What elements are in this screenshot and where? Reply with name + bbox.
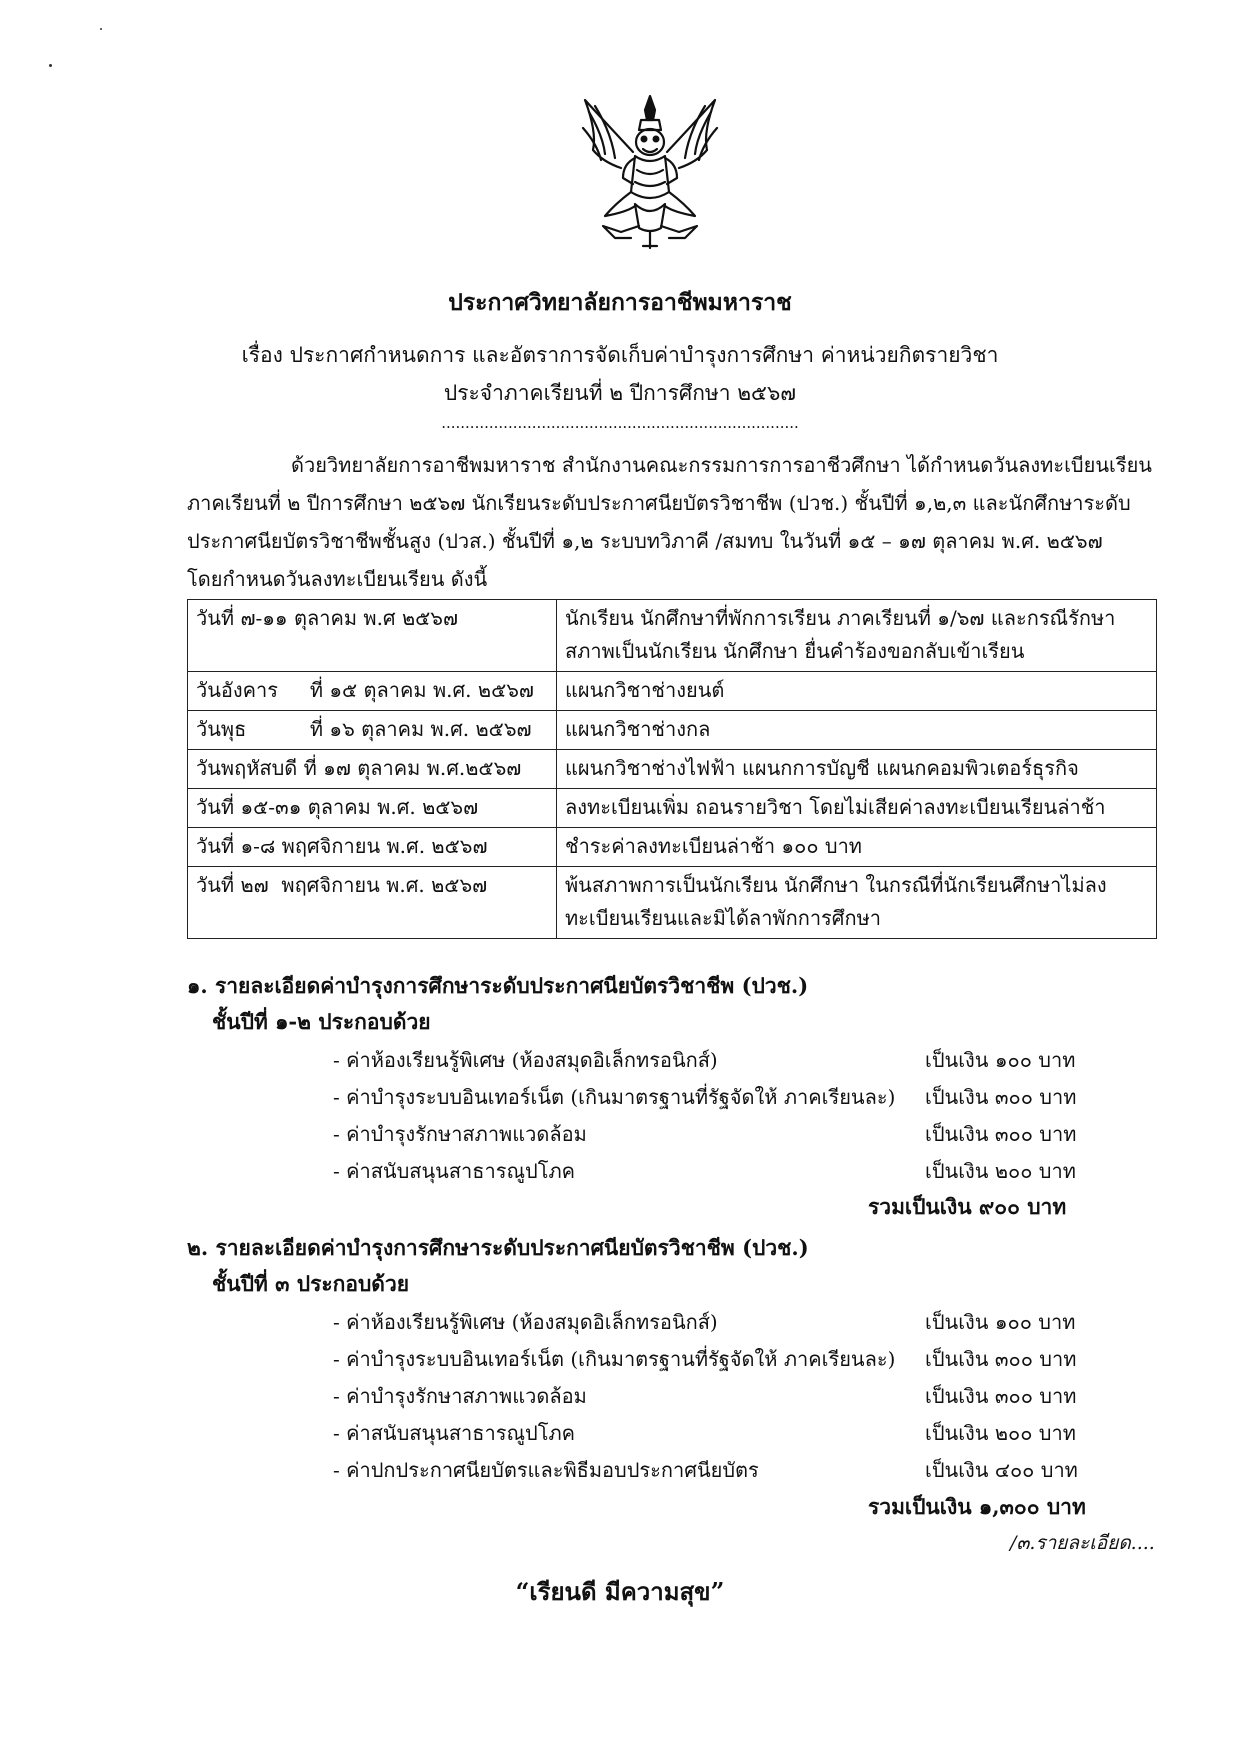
- scan-speck: [100, 28, 102, 30]
- schedule-date: วันอังคาร ที่ ๑๕ ตุลาคม พ.ศ. ๒๕๖๗: [188, 672, 557, 711]
- table-row: [188, 789, 1157, 828]
- table-row: [188, 600, 1157, 672]
- table-row: [188, 672, 1157, 711]
- fee-description: - ค่าบำรุงระบบอินเทอร์เน็ต (เกินมาตรฐานที่รัฐจัดให้ ภาคเรียนละ): [333, 1347, 896, 1371]
- intro-line: โดยกำหนดวันลงทะเบียนเรียน ดังนี้: [187, 567, 488, 591]
- section2-subheading: ชั้นปีที่ ๓ ประกอบด้วย: [212, 1271, 410, 1296]
- table-row: [188, 750, 1157, 789]
- table-row: [188, 867, 1157, 939]
- schedule-date: วันพุธ ที่ ๑๖ ตุลาคม พ.ศ. ๒๕๖๗: [188, 711, 557, 750]
- fee-amount: เป็นเงิน ๔๐๐ บาท: [925, 1458, 1078, 1482]
- fee-item: [0, 1081, 1240, 1117]
- schedule-detail: ลงทะเบียนเพิ่ม ถอนรายวิชา โดยไม่เสียค่าลงทะเบียนเรียนล่าช้า: [557, 789, 1157, 828]
- section1-heading: ๑. รายละเอียดค่าบำรุงการศึกษาระดับประกาศนียบัตรวิชาชีพ (ปวช.): [187, 973, 809, 998]
- fee-item: [0, 1343, 1240, 1379]
- announcement-term: ประจำภาคเรียนที่ ๒ ปีการศึกษา ๒๕๖๗: [443, 381, 797, 405]
- table-row: [188, 711, 1157, 750]
- fee-amount: เป็นเงิน ๓๐๐ บาท: [925, 1347, 1077, 1371]
- fee-item: [0, 1118, 1240, 1154]
- intro-line: ภาคเรียนที่ ๒ ปีการศึกษา ๒๕๖๗ นักเรียนระดับประกาศนียบัตรวิชาชีพ (ปวช.) ชั้นปีที่ ๑,๒,๓ และนักศึกษาระดับ: [187, 491, 1131, 515]
- fee-item: [0, 1380, 1240, 1416]
- fee-amount: เป็นเงิน ๒๐๐ บาท: [925, 1421, 1076, 1445]
- total-amount: รวมเป็นเงิน ๙๐๐ บาท: [868, 1194, 1067, 1219]
- section2-heading: ๒. รายละเอียดค่าบำรุงการศึกษาระดับประกาศนียบัตรวิชาชีพ (ปวช.): [187, 1235, 809, 1260]
- announcement-subject: เรื่อง ประกาศกำหนดการ และอัตราการจัดเก็บค่าบำรุงการศึกษา ค่าหน่วยกิตรายวิชา: [241, 343, 999, 367]
- schedule-detail: แผนกวิชาช่างยนต์: [557, 672, 1157, 711]
- fee-item: [0, 1417, 1240, 1453]
- table-row: [188, 828, 1157, 867]
- schedule-detail: ชำระค่าลงทะเบียนล่าช้า ๑๐๐ บาท: [557, 828, 1157, 867]
- fee-description: - ค่าบำรุงระบบอินเทอร์เน็ต (เกินมาตรฐานที่รัฐจัดให้ ภาคเรียนละ): [333, 1085, 896, 1109]
- total-amount: รวมเป็นเงิน ๑,๓๐๐ บาท: [868, 1494, 1086, 1519]
- schedule-detail: แผนกวิชาช่างไฟฟ้า แผนกการบัญชี แผนกคอมพิวเตอร์ธุรกิจ: [557, 750, 1157, 789]
- scan-speck: [49, 64, 52, 67]
- intro-line: ด้วยวิทยาลัยการอาชีพมหาราช สำนักงานคณะกรรมการการอาชีวศึกษา ได้กำหนดวันลงทะเบียนเรียน: [291, 453, 1152, 477]
- continuation-note: /๓.รายละเอียด....: [1010, 1532, 1155, 1554]
- college-motto: “เรียนดี มีความสุข”: [515, 1577, 725, 1606]
- page-title: ประกาศวิทยาลัยการอาชีพมหาราช: [448, 289, 792, 316]
- fee-description: - ค่าห้องเรียนรู้พิเศษ (ห้องสมุดอิเล็กทรอนิกส์): [333, 1310, 718, 1334]
- fee-description: - ค่าห้องเรียนรู้พิเศษ (ห้องสมุดอิเล็กทรอนิกส์): [333, 1048, 718, 1072]
- schedule-date: วันที่ ๑-๘ พฤศจิกายน พ.ศ. ๒๕๖๗: [188, 828, 557, 867]
- section1-subheading: ชั้นปีที่ ๑-๒ ประกอบด้วย: [212, 1009, 431, 1034]
- fee-amount: เป็นเงิน ๓๐๐ บาท: [925, 1384, 1077, 1408]
- fee-description: - ค่าปกประกาศนียบัตรและพิธีมอบประกาศนียบัตร: [333, 1458, 759, 1482]
- fee-item: [0, 1044, 1240, 1080]
- fee-amount: เป็นเงิน ๓๐๐ บาท: [925, 1122, 1077, 1146]
- garuda-emblem-icon: [575, 92, 725, 252]
- schedule-date: วันที่ ๒๗ พฤศจิกายน พ.ศ. ๒๕๖๗: [188, 867, 557, 939]
- schedule-detail: นักเรียน นักศึกษาที่พักการเรียน ภาคเรียนที่ ๑/๖๗ และกรณีรักษาสภาพเป็นนักเรียน นักศึกษา ยื่นคำร้องขอกลับเข้าเรียน: [557, 600, 1157, 672]
- fee-description: - ค่าบำรุงรักษาสภาพแวดล้อม: [333, 1384, 587, 1408]
- fee-amount: เป็นเงิน ๓๐๐ บาท: [925, 1085, 1077, 1109]
- schedule-date: วันที่ ๗-๑๑ ตุลาคม พ.ศ ๒๕๖๗: [188, 600, 557, 672]
- separator-dots: ...........................................................................: [441, 414, 799, 432]
- fee-description: - ค่าบำรุงรักษาสภาพแวดล้อม: [333, 1122, 587, 1146]
- schedule-date: วันที่ ๑๕-๓๑ ตุลาคม พ.ศ. ๒๕๖๗: [188, 789, 557, 828]
- fee-description: - ค่าสนับสนุนสาธารณูปโภค: [333, 1421, 576, 1445]
- fee-description: - ค่าสนับสนุนสาธารณูปโภค: [333, 1159, 576, 1183]
- fee-amount: เป็นเงิน ๒๐๐ บาท: [925, 1159, 1076, 1183]
- registration-schedule-table: [187, 599, 1157, 939]
- fee-item: [0, 1454, 1240, 1490]
- schedule-date: วันพฤหัสบดี ที่ ๑๗ ตุลาคม พ.ศ.๒๕๖๗: [188, 750, 557, 789]
- fee-item: [0, 1306, 1240, 1342]
- schedule-detail: พ้นสภาพการเป็นนักเรียน นักศึกษา ในกรณีที่นักเรียนศึกษาไม่ลงทะเบียนเรียนและมิได้ลาพักการศึกษา: [557, 867, 1157, 939]
- fee-item: [0, 1155, 1240, 1191]
- schedule-detail: แผนกวิชาช่างกล: [557, 711, 1157, 750]
- fee-amount: เป็นเงิน ๑๐๐ บาท: [925, 1310, 1076, 1334]
- fee-amount: เป็นเงิน ๑๐๐ บาท: [925, 1048, 1076, 1072]
- intro-line: ประกาศนียบัตรวิชาชีพชั้นสูง (ปวส.) ชั้นปีที่ ๑,๒ ระบบทวิภาคี /สมทบ ในวันที่ ๑๕ – ๑๗ ตุลาคม พ.ศ. ๒๕๖๗: [187, 529, 1103, 553]
